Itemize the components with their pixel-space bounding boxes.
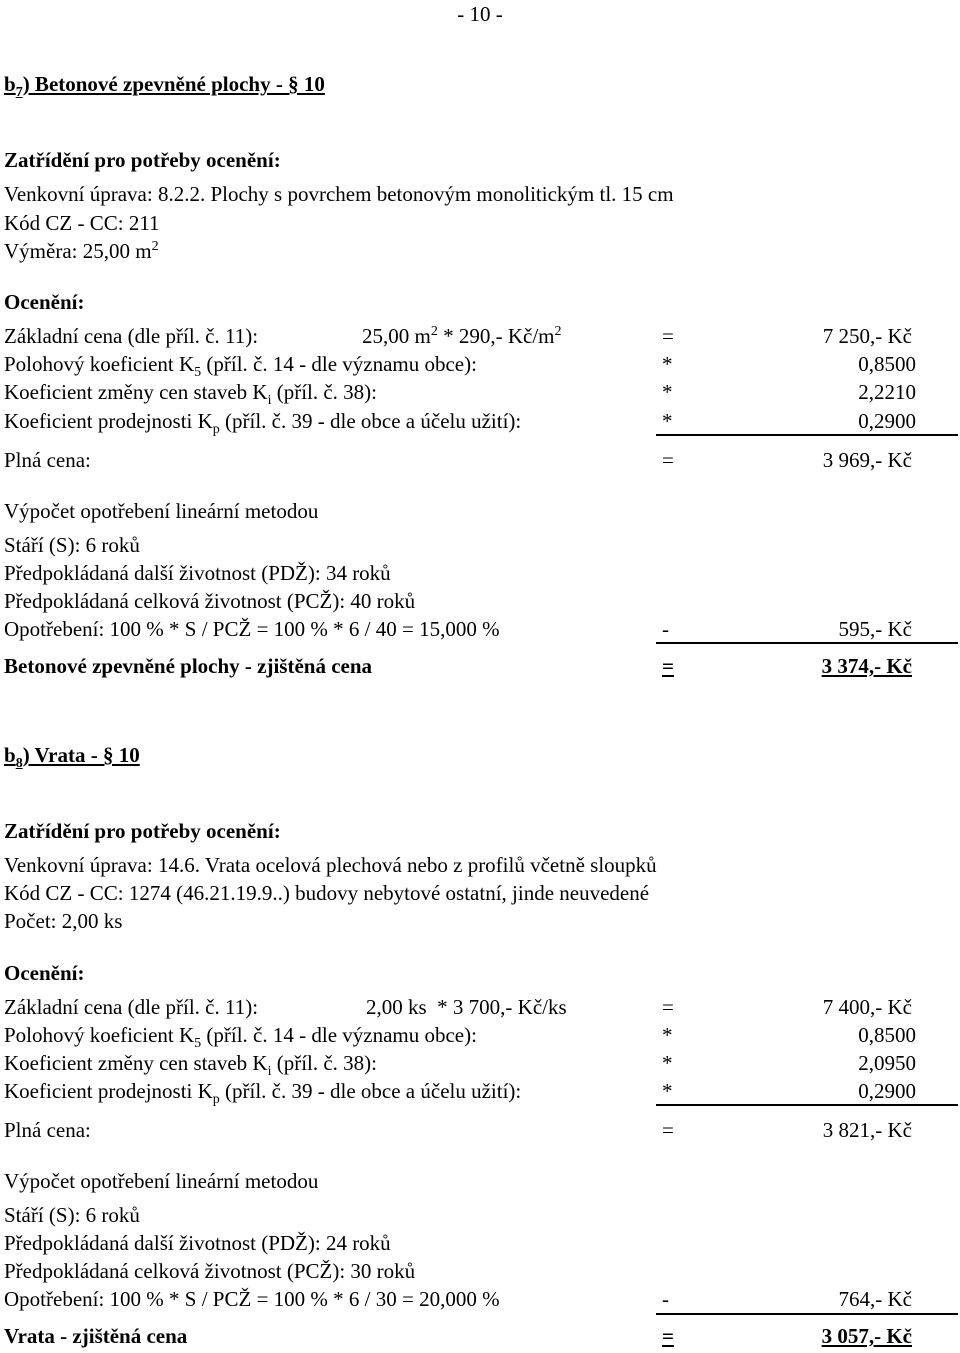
calc-unit-sup: 2 [554, 324, 562, 339]
zakladni-cena-label: Základní cena (dle příl. č. 11): [4, 995, 259, 1019]
zakladni-cena-op: = [662, 324, 674, 348]
sum-rule [656, 1313, 958, 1315]
calc-unit-price: * 290,- Kč/m [437, 324, 555, 348]
plna-cena-label: Plná cena: [4, 448, 91, 472]
venkovni-uprava-line: Venkovní úprava: 8.2.2. Plochy s povrchem betonovým monolitickým tl. 15 cm [4, 182, 674, 206]
label-sub: i [267, 393, 272, 409]
label-post: (příl. č. 38): [271, 1051, 378, 1075]
koef-zmeny-value: 2,0950 [858, 1051, 916, 1075]
section-title-text: ) Betonové zpevněné plochy - § 10 [22, 72, 325, 96]
pdz-line: Předpokládaná další životnost (PDŽ): 34 roků [4, 561, 391, 585]
result-value: 3 057,- Kč [821, 1324, 912, 1348]
section-title-prefix: b [4, 743, 16, 767]
polohovy-value: 0,8500 [858, 1023, 916, 1047]
zakladni-cena-label: Základní cena (dle příl. č. 11): [4, 324, 259, 348]
label-post: (příl. č. 39 - dle obce a účelu užití): [219, 409, 522, 433]
koef-zmeny-op: * [662, 380, 673, 404]
plna-cena-value: 3 969,- Kč [822, 448, 912, 472]
result-label: Betonové zpevněné plochy - zjištěná cena [4, 654, 373, 678]
section-title-text: ) Vrata - § 10 [22, 743, 140, 767]
result-op: = [662, 1324, 674, 1348]
label-pre: Polohový koeficient K [4, 1023, 195, 1047]
sum-rule [656, 1104, 958, 1106]
label-sub: 5 [194, 1036, 202, 1052]
vymera-text: Výměra: 25,00 m [4, 239, 152, 263]
plna-cena-value: 3 821,- Kč [822, 1118, 912, 1142]
label-pre: Koeficient změny cen staveb K [4, 380, 268, 404]
koef-prodejnosti-value: 0,2900 [858, 1079, 916, 1103]
zakladni-cena-op: = [662, 995, 674, 1019]
zakladni-cena-calc [362, 324, 562, 348]
section-title-sub: 8 [15, 756, 23, 772]
zakladni-cena-value: 7 250,- Kč [822, 324, 912, 348]
valuation-heading: Ocenění: [4, 961, 85, 985]
result-label: Vrata - zjištěná cena [4, 1324, 188, 1348]
sum-rule [656, 642, 958, 644]
koef-prodejnosti-label [4, 1079, 522, 1108]
calc-area-sup: 2 [430, 324, 438, 339]
koef-zmeny-value: 2,2210 [858, 380, 916, 404]
polohovy-koeficient-label [4, 352, 477, 381]
pcz-line: Předpokládaná celková životnost (PCŽ): 40 roků [4, 589, 416, 613]
page-number: - 10 - [457, 2, 503, 26]
polohovy-op: * [662, 1023, 673, 1047]
label-sub: p [212, 422, 220, 438]
koef-prodejnosti-label [4, 409, 522, 438]
pdz-line: Předpokládaná další životnost (PDŽ): 24 roků [4, 1231, 391, 1255]
plna-cena-op: = [662, 448, 674, 472]
section-title-prefix: b [4, 72, 16, 96]
koef-zmeny-op: * [662, 1051, 673, 1075]
kod-cc-line: Kód CZ - CC: 1274 (46.21.19.9..) budovy nebytové ostatní, jinde neuvedené [4, 881, 650, 905]
result-value: 3 374,- Kč [821, 654, 912, 678]
classification-heading: Zatřídění pro potřeby ocenění: [4, 148, 281, 172]
opotrebeni-label: Opotřebení: 100 % * S / PCŽ = 100 % * 6 / 40 = 15,000 % [4, 617, 500, 641]
calc-area: 25,00 m [362, 324, 431, 348]
vymera-line [4, 239, 159, 263]
label-sub: i [267, 1064, 272, 1080]
sum-rule [656, 434, 958, 436]
zakladni-cena-calc: 2,00 ks * 3 700,- Kč/ks [366, 995, 567, 1019]
opotrebeni-value: 764,- Kč [838, 1287, 912, 1311]
vypocet-line: Výpočet opotřebení lineární metodou [4, 499, 319, 523]
label-post: (příl. č. 38): [271, 380, 378, 404]
label-sub: p [212, 1092, 220, 1108]
section-title-b7 [4, 72, 325, 101]
zakladni-cena-value: 7 400,- Kč [822, 995, 912, 1019]
classification-heading: Zatřídění pro potřeby ocenění: [4, 819, 281, 843]
koef-prodejnosti-value: 0,2900 [858, 409, 916, 433]
valuation-heading: Ocenění: [4, 290, 85, 314]
polohovy-op: * [662, 352, 673, 376]
koef-prodejnosti-op: * [662, 1079, 673, 1103]
section-title-sub: 7 [15, 85, 23, 101]
result-op: = [662, 654, 674, 678]
polohovy-koeficient-label [4, 1023, 477, 1052]
opotrebeni-value: 595,- Kč [838, 617, 912, 641]
label-post: (příl. č. 14 - dle významu obce): [201, 1023, 477, 1047]
vymera-sup: 2 [151, 239, 159, 254]
label-pre: Koeficient změny cen staveb K [4, 1051, 268, 1075]
pcz-line: Předpokládaná celková životnost (PCŽ): 30 roků [4, 1259, 416, 1283]
kod-cc-line: Kód CZ - CC: 211 [4, 211, 160, 235]
opotrebeni-op: - [662, 617, 669, 641]
vypocet-line: Výpočet opotřebení lineární metodou [4, 1169, 319, 1193]
polohovy-value: 0,8500 [858, 352, 916, 376]
pocet-line: Počet: 2,00 ks [4, 909, 123, 933]
koef-prodejnosti-op: * [662, 409, 673, 433]
label-post: (příl. č. 39 - dle obce a účelu užití): [219, 1079, 522, 1103]
label-sub: 5 [194, 365, 202, 381]
label-post: (příl. č. 14 - dle významu obce): [201, 352, 477, 376]
venkovni-uprava-line: Venkovní úprava: 14.6. Vrata ocelová plechová nebo z profilů včetně sloupků [4, 853, 657, 877]
koef-zmeny-label [4, 380, 378, 409]
stari-line: Stáří (S): 6 roků [4, 1203, 140, 1227]
opotrebeni-op: - [662, 1287, 669, 1311]
plna-cena-op: = [662, 1118, 674, 1142]
plna-cena-label: Plná cena: [4, 1118, 91, 1142]
koef-zmeny-label [4, 1051, 378, 1080]
label-pre: Polohový koeficient K [4, 352, 195, 376]
section-title-b8 [4, 743, 140, 772]
opotrebeni-label: Opotřebení: 100 % * S / PCŽ = 100 % * 6 / 30 = 20,000 % [4, 1287, 500, 1311]
stari-line: Stáří (S): 6 roků [4, 533, 140, 557]
label-pre: Koeficient prodejnosti K [4, 409, 213, 433]
label-pre: Koeficient prodejnosti K [4, 1079, 213, 1103]
